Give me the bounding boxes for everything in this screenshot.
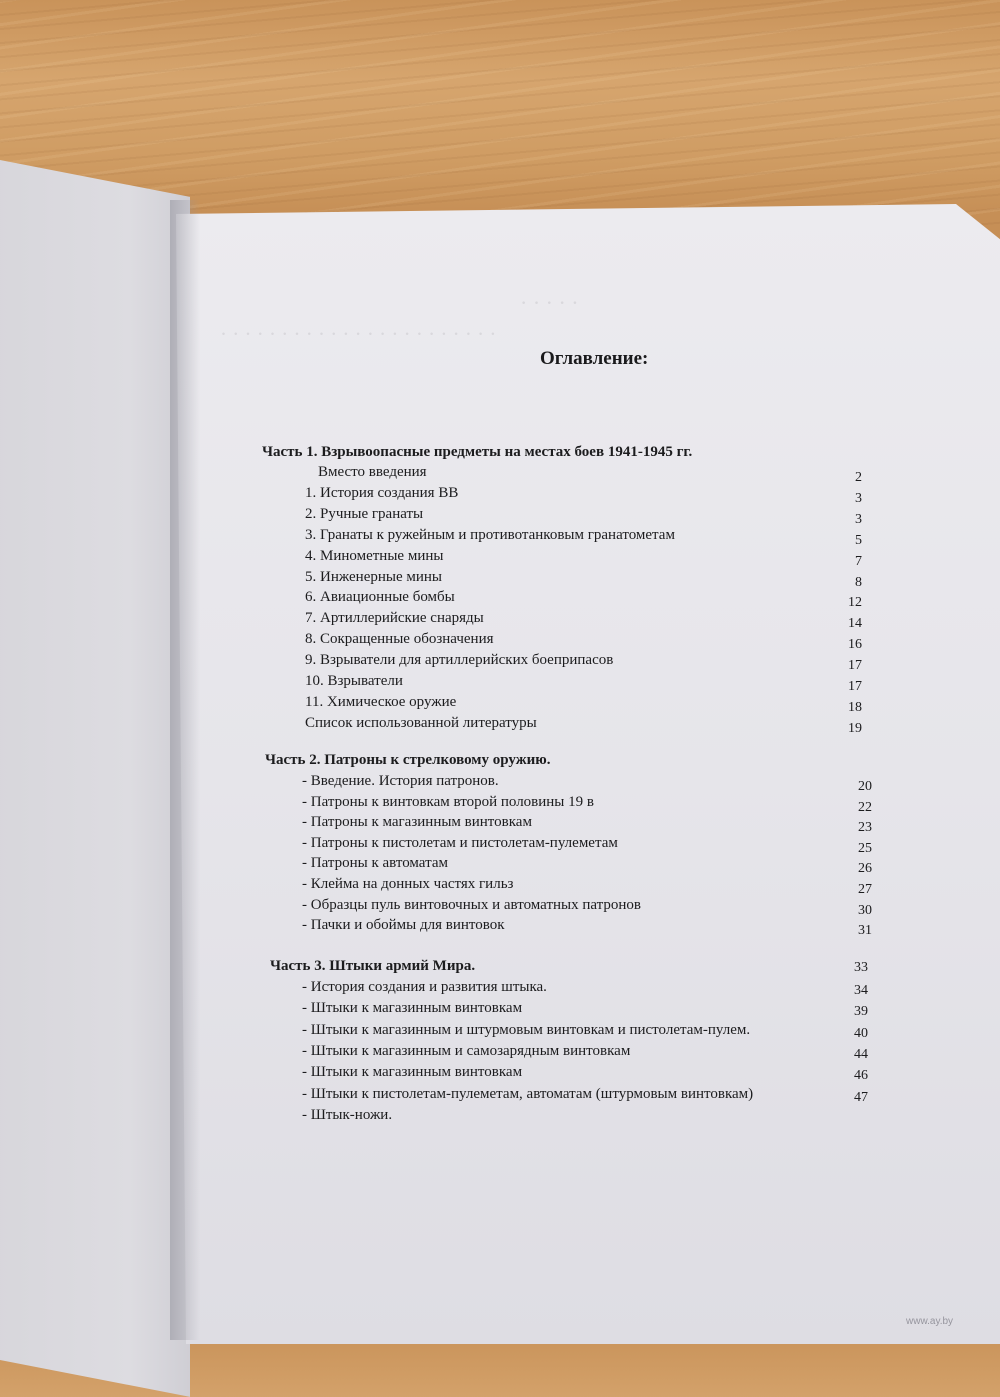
part1-item-label: 1. История создания ВВ: [305, 484, 459, 501]
part1-item-page: 18: [848, 699, 862, 715]
part3-item-label: - Штыки к магазинным и штурмовым винтовкам и пистолетам-пулем.: [302, 1021, 751, 1038]
part3-item-page: 34: [854, 983, 868, 998]
part3-item-label: - Штыки к магазинным и самозарядным винтовкам: [302, 1042, 631, 1059]
part3-item-label: - История создания и развития штыка.: [302, 979, 547, 995]
part3-item-page: 46: [854, 1068, 868, 1084]
part3-item-page: 39: [854, 1004, 868, 1020]
watermark: www.ay.by: [906, 1316, 954, 1327]
part3-item-label: - Штыки к магазинным винтовкам: [302, 1064, 523, 1081]
part1-item-page: 3: [855, 511, 862, 527]
part2-item-label: - Патроны к магазинным винтовкам: [302, 814, 532, 831]
part1-item-label: 9. Взрыватели для артиллерийских боеприпасов: [305, 652, 614, 669]
show-through-heading: · · · · ·: [520, 290, 579, 315]
part1-item-label: 8. Сокращенные обозначения: [305, 631, 494, 648]
part1-item-label: Список использованной литературы: [305, 714, 537, 731]
part2-item-page: 31: [858, 923, 872, 939]
part1-item-label: 7. Артиллерийские снаряды: [305, 610, 484, 627]
part1-item-page: 8: [855, 574, 862, 590]
part1-item-label: 10. Взрыватели: [305, 673, 403, 689]
part2-item-page: 27: [858, 882, 872, 897]
part3-item-label: - Штык-ножи.: [302, 1106, 393, 1123]
part2-item-label: - Образцы пуль винтовочных и автоматных патронов: [302, 896, 642, 913]
part2-item-page: 25: [858, 840, 872, 856]
part1-item-page: 5: [855, 532, 862, 548]
part2-item-label: - Патроны к винтовкам второй половины 19 в: [302, 793, 594, 810]
part2-item-label: - Пачки и обоймы для винтовок: [302, 917, 505, 934]
part1-item-page: 14: [848, 616, 862, 632]
part2-item-label: - Патроны к автоматам: [302, 855, 448, 872]
part1-item-page: 12: [848, 595, 862, 611]
part2-item-label: - Клейма на донных частях гильз: [302, 876, 514, 892]
part2-item-page: 30: [858, 902, 872, 918]
book-gutter-shadow: [170, 200, 200, 1340]
part1-item-page: 16: [848, 637, 862, 653]
part3-title-page: 33: [854, 960, 868, 975]
part1-item-label: Вместо введения: [318, 464, 427, 480]
part2-item-page: 20: [858, 779, 872, 794]
part2-item-page: 26: [858, 861, 872, 877]
part1-item-page: 3: [855, 490, 862, 506]
part1-item-label: 2. Ручные гранаты: [305, 505, 424, 522]
part1-item-label: 6. Авиационные бомбы: [305, 589, 455, 606]
part3-item-label: - Штыки к магазинным винтовкам: [302, 1000, 523, 1017]
part1-item-page: 17: [848, 679, 862, 694]
part3-title: Часть 3. Штыки армий Мира.: [270, 958, 476, 974]
part1-item-label: 11. Химическое оружие: [305, 693, 457, 710]
right-book-page: [176, 204, 1000, 1344]
show-through-subheading: · · · · · · · · · · · · · · · · · · · · · · ·: [220, 322, 497, 346]
part3-item-page: 40: [854, 1025, 868, 1041]
part2-title: Часть 2. Патроны к стрелковому оружию.: [265, 752, 551, 768]
part1-item-label: 3. Гранаты к ружейным и противотанковым гранатометам: [305, 526, 675, 543]
part1-title: Часть 1. Взрывоопасные предметы на местах боев 1941-1945 гг.: [262, 444, 693, 460]
part2-item-label: - Введение. История патронов.: [302, 773, 499, 789]
left-book-page: [0, 158, 190, 1397]
part2-item-label: - Патроны к пистолетам и пистолетам-пулеметам: [302, 834, 618, 851]
part1-item-page: 17: [848, 658, 862, 674]
toc-title: Оглавление:: [540, 348, 649, 369]
part3-item-label: - Штыки к пистолетам-пулеметам, автоматам (штурмовым винтовкам): [302, 1085, 754, 1102]
part1-item-label: 5. Инженерные мины: [305, 568, 443, 585]
part1-item-page: 19: [848, 720, 862, 736]
part1-item-page: 2: [855, 470, 862, 485]
part3-item-page: 47: [854, 1089, 868, 1105]
part1-item-label: 4. Минометные мины: [305, 547, 444, 564]
part3-item-page: 44: [854, 1046, 868, 1062]
part2-item-page: 23: [858, 820, 872, 836]
part1-item-page: 7: [855, 553, 862, 569]
part2-item-page: 22: [858, 799, 872, 815]
